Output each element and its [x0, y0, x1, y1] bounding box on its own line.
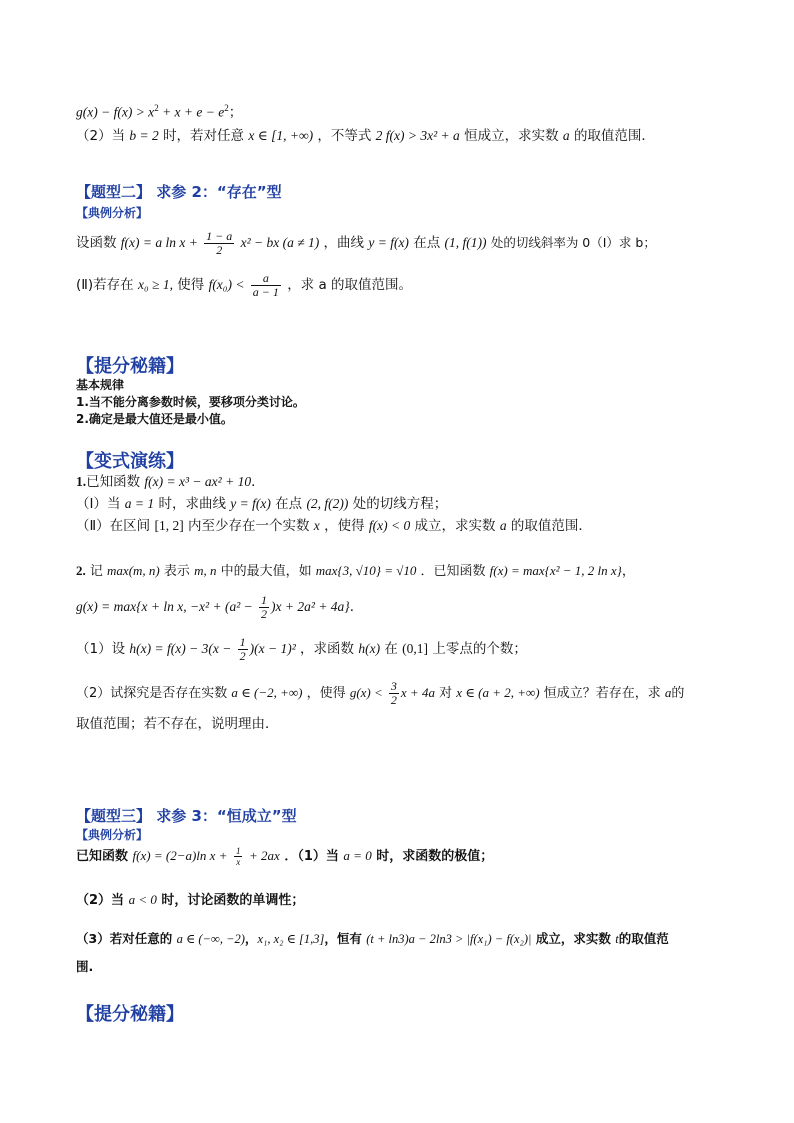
math-expr: (1, f(1)) — [444, 235, 487, 250]
example-3-line-1 — [76, 846, 493, 867]
text: 已知函数 — [86, 474, 141, 490]
text: 上零点的个数； — [432, 641, 527, 657]
text: 处的切线斜率为 0（Ⅰ）求 b； — [490, 235, 656, 250]
fraction: $\frac{1}{2}$ — [261, 593, 268, 621]
question-number: 1. — [76, 474, 87, 489]
punct: ． — [349, 599, 364, 615]
text: 在点 — [275, 496, 303, 512]
punct: ． — [251, 474, 265, 490]
math-expr: x ∈ [1, +∞) — [248, 128, 314, 143]
example-3-line-3 — [76, 929, 669, 949]
variant-title: 【变式演练】 — [76, 451, 184, 472]
text: 时，讨论函数的单调性； — [161, 893, 305, 908]
math-expr: y = f(x) — [368, 235, 409, 250]
math-expr: a — [664, 685, 672, 700]
section-2-subtitle: 【典例分析】 — [76, 206, 149, 220]
text: 处的切线方程； — [352, 496, 448, 512]
fraction: $\frac{1 - a}{2}$ — [206, 229, 233, 257]
tips-line: 2.确定是最大值还是最小值。 — [76, 412, 233, 426]
text: 时，求函数的极值； — [376, 849, 494, 864]
text: （1）设 — [76, 641, 126, 657]
exponent: 2 — [224, 103, 229, 113]
math-expr: a ∈ (−∞, −2) — [176, 932, 245, 946]
math-expr: a = 1 — [124, 496, 155, 511]
math-expr: x ∈ (a + 2, +∞) — [456, 685, 540, 700]
text: 在 — [384, 641, 398, 657]
text: 的 — [671, 686, 685, 701]
text: （Ⅰ）当 — [76, 496, 121, 512]
variant-q2-g-def — [76, 594, 363, 621]
math-expr: a = 0 — [343, 848, 372, 863]
fraction: $\frac{1}{x}$ — [235, 846, 241, 867]
example-3-line-2 — [76, 890, 304, 911]
variant-q1-part-1 — [76, 494, 447, 514]
text: 恒成立，求实数 — [464, 128, 559, 144]
text: 表示 — [163, 564, 190, 579]
math-expr: )x + 2a² + 4a} — [271, 599, 350, 614]
math-expr: max{3, √10} = √10 — [315, 563, 417, 578]
math-expr: a < 0 — [128, 892, 157, 907]
question-2-line — [76, 126, 655, 146]
math-expr: a — [499, 518, 507, 533]
math-expr: b = 2 — [129, 128, 159, 143]
text: 时，若对任意 — [163, 128, 245, 144]
section-3-subtitle: 【典例分析】 — [76, 828, 149, 842]
example-2-line-2 — [76, 272, 412, 299]
math-expr: (2, f(2)) — [306, 496, 349, 511]
math-expr: x — [313, 518, 320, 533]
math-expr: x² − bx (a ≠ 1) — [240, 235, 320, 250]
variant-q1 — [76, 472, 265, 492]
text: ，使得 — [324, 518, 365, 534]
text: 对 — [439, 686, 453, 701]
text: 记 — [89, 564, 103, 579]
text: （2）当 — [76, 893, 125, 908]
text: （2）当 — [76, 128, 126, 144]
text: 中的最大值，如 — [220, 564, 312, 579]
variant-q2-part-2 — [76, 680, 684, 707]
text: ，不等式 — [317, 128, 372, 144]
variant-q1-part-2 — [76, 516, 592, 536]
text: （3）若对任意的 — [76, 931, 173, 946]
fraction: $\frac{1}{2}$ — [239, 635, 246, 663]
text: 成立，求实数 — [535, 931, 611, 946]
fraction: $\frac{a}{a - 1}$ — [252, 271, 279, 299]
tips-line: 1.当不能分离参数时候，要移项分类讨论。 — [76, 395, 305, 409]
exponent: 2 — [154, 103, 159, 113]
math-expr: f(x) = (2−a)ln x + — [132, 848, 228, 863]
text: 恒成立？若存在，求 — [543, 686, 661, 701]
section-2-title: 【题型二】 求参 2：“存在”型 — [76, 183, 282, 201]
text: ，曲线 — [323, 235, 365, 251]
text: 的取值范围． — [573, 128, 655, 144]
text: 时，求曲线 — [158, 496, 226, 512]
tips-title: 【提分秘籍】 — [76, 356, 184, 377]
section-3-title: 【题型三】 求参 3：“恒成立”型 — [76, 807, 297, 825]
math-expr: f(x₀) < — [208, 277, 245, 292]
text: 的取值范围． — [510, 518, 592, 534]
text: ，求 a 的取值范围。 — [287, 277, 413, 293]
math-expr: )(x − 1)² — [249, 641, 296, 656]
math-expr: x₁, x₂ ∈ [1,3] — [257, 932, 325, 946]
text: 的取值范 — [618, 931, 669, 946]
example-2-line-1 — [76, 230, 656, 257]
text: ，使得 — [306, 686, 346, 701]
math-expr: g(x) < — [349, 685, 383, 700]
math-expr: f(x) < 0 — [368, 518, 411, 533]
math-expr: g(x) = max{x + ln x, −x² + (a² − — [76, 599, 253, 614]
example-3-line-3-cont: 围. — [76, 959, 94, 974]
text: （2）试探究是否存在实数 — [76, 686, 228, 701]
text: （Ⅱ）在区间 — [76, 518, 151, 534]
math-expr: f(x) = max{x² − 1, 2 ln x} — [489, 563, 622, 578]
math-expr: f(x) = a ln x + — [120, 235, 198, 250]
text: 在点 — [413, 235, 441, 251]
math-expr: + 2ax — [249, 848, 280, 863]
math-expr: h(x) — [358, 641, 381, 656]
math-expr: (t + ln3)a − 2ln3 > |f(x₁) − f(x₂)| — [366, 932, 532, 946]
variant-q2 — [76, 561, 635, 582]
punct: ， — [621, 564, 635, 579]
math-expr: x₀ ≥ 1, — [137, 277, 173, 292]
variant-q2-part-1 — [76, 636, 527, 663]
math-expr: max(m, n) — [107, 563, 160, 578]
math-expr: [1, 2] — [154, 518, 184, 533]
inequality-line — [76, 98, 242, 123]
text: ，求函数 — [300, 641, 355, 657]
math-expr: (0,1] — [402, 641, 429, 656]
math-expr: a — [562, 128, 570, 143]
tips-title-2: 【提分秘籍】 — [76, 1004, 184, 1025]
text: 内至少存在一个实数 — [188, 518, 310, 534]
math-expr: + x + e − e — [158, 104, 225, 120]
tips-line: 基本规律 — [76, 378, 125, 392]
math-expr: t — [615, 932, 619, 946]
punct: ； — [228, 104, 243, 121]
math-expr: x + 4a — [400, 685, 435, 700]
math-expr: h(x) = f(x) − 3(x − — [129, 641, 232, 656]
variant-q2-part-2-cont: 取值范围；若不存在，说明理由． — [76, 716, 279, 732]
math-expr: f(x) = x³ − ax² + 10 — [144, 474, 252, 489]
text: ．已知函数 — [420, 564, 486, 579]
text: 成立，求实数 — [414, 518, 496, 534]
text: 设函数 — [76, 235, 117, 251]
text: 已知函数 — [76, 849, 129, 864]
text: ．（1）当 — [284, 849, 339, 864]
math-expr: y = f(x) — [230, 496, 271, 511]
math-expr: a ∈ (−2, +∞) — [231, 685, 303, 700]
math-expr: 2 f(x) > 3x² + a — [375, 128, 460, 143]
text: ，恒有 — [324, 931, 362, 946]
fraction: $\frac{3}{2}$ — [390, 679, 397, 707]
text: (Ⅱ)若存在 — [76, 277, 134, 293]
math-expr: m, n — [194, 563, 217, 578]
question-number: 2. — [76, 563, 86, 578]
punct: ， — [244, 931, 258, 946]
text: 使得 — [177, 277, 205, 293]
math-expr: g(x) − f(x) > x — [76, 104, 155, 120]
